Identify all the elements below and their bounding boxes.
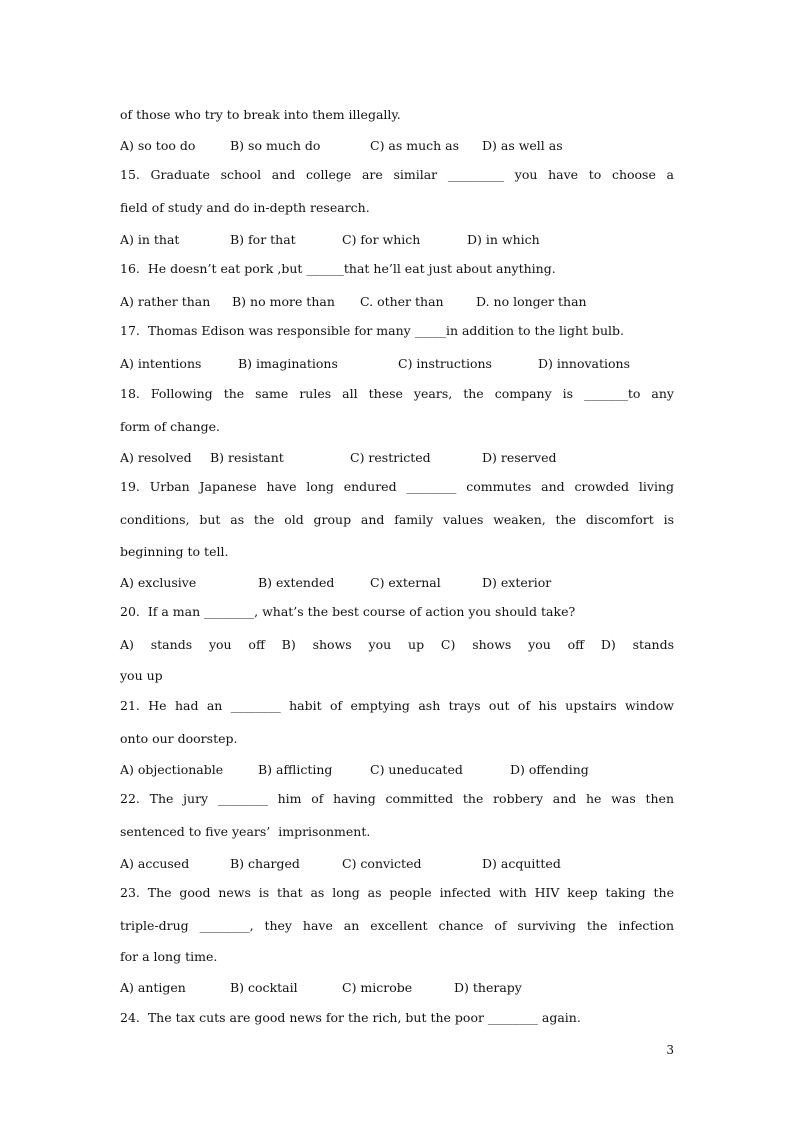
answer-option: B) afflicting — [258, 762, 333, 777]
answer-option: C) instructions — [398, 356, 492, 371]
answer-option: A) rather than — [120, 294, 211, 309]
text-line: for a long time. — [120, 949, 218, 964]
text-line: 17. Thomas Edison was responsible for many _____in addition to the light bulb. — [120, 323, 625, 338]
answer-option: A) accused — [120, 856, 190, 871]
answer-option: C) external — [370, 575, 441, 590]
answer-option: C. other than — [360, 294, 444, 309]
answer-options-line — [120, 293, 674, 311]
text-line: 24. The tax cuts are good news for the rich, but the poor ________ again. — [120, 1010, 581, 1025]
text-line: 19. Urban Japanese have long endured ________ commutes and crowded living — [120, 479, 674, 494]
text-line: conditions, but as the old group and family values weaken, the discomfort is — [120, 512, 674, 527]
text-line: 22. The jury ________ him of having committed the robbery and he was then — [120, 791, 674, 806]
answer-option: B) charged — [230, 856, 300, 871]
answer-options-line — [120, 979, 674, 997]
answer-option: D) exterior — [482, 575, 552, 590]
text-line: of those who try to break into them illegally. — [120, 107, 401, 122]
text-line: 23. The good news is that as long as people infected with HIV keep taking the — [120, 885, 674, 900]
text-line: 20. If a man ________, what’s the best course of action you should take? — [120, 604, 576, 619]
answer-options-line — [120, 137, 674, 155]
answer-option: A) resolved — [120, 450, 192, 465]
answer-option: D) therapy — [454, 980, 522, 995]
text-line: sentenced to five years’ imprisonment. — [120, 824, 371, 839]
answer-option: B) extended — [258, 575, 335, 590]
text-line: field of study and do in-depth research. — [120, 200, 370, 215]
answer-option: B) no more than — [232, 294, 335, 309]
answer-option: C) restricted — [350, 450, 431, 465]
answer-option: B) cocktail — [230, 980, 298, 995]
answer-option: B) so much do — [230, 138, 321, 153]
text-line: beginning to tell. — [120, 544, 229, 559]
answer-option: D) offending — [510, 762, 589, 777]
answer-options-line — [120, 231, 674, 249]
text-line: A) stands you off B) shows you up C) shows you off D) stands — [120, 637, 674, 652]
answer-option: C) uneducated — [370, 762, 463, 777]
answer-option: B) for that — [230, 232, 296, 247]
answer-option: D) as well as — [482, 138, 563, 153]
page-number: 3 — [666, 1043, 674, 1057]
text-line: triple-drug ________, they have an excellent chance of surviving the infection — [120, 918, 674, 933]
answer-option: A) so too do — [120, 138, 196, 153]
answer-option: C) as much as — [370, 138, 460, 153]
answer-options-line — [120, 761, 674, 779]
answer-options-line — [120, 855, 674, 873]
answer-option: C) convicted — [342, 856, 422, 871]
answer-option: B) imaginations — [238, 356, 338, 371]
answer-option: D. no longer than — [476, 294, 587, 309]
answer-option: D) reserved — [482, 450, 557, 465]
text-line: 21. He had an ________ habit of emptying ash trays out of his upstairs window — [120, 698, 674, 713]
text-line: 18. Following the same rules all these years, the company is _______to any — [120, 386, 674, 401]
text-line: form of change. — [120, 419, 221, 434]
text-line: you up — [120, 668, 163, 683]
answer-option: C) microbe — [342, 980, 413, 995]
answer-option: A) antigen — [120, 980, 186, 995]
answer-option: D) in which — [467, 232, 540, 247]
answer-option: D) innovations — [538, 356, 631, 371]
answer-option: D) acquitted — [482, 856, 561, 871]
answer-options-line — [120, 449, 674, 467]
answer-option: B) resistant — [210, 450, 284, 465]
answer-option: A) intentions — [120, 356, 202, 371]
answer-options-line — [120, 574, 674, 592]
answer-option: A) in that — [120, 232, 180, 247]
text-line: 15. Graduate school and college are similar _________ you have to choose a — [120, 167, 674, 182]
text-line: onto our doorstep. — [120, 731, 238, 746]
answer-option: A) exclusive — [120, 575, 197, 590]
answer-option: A) objectionable — [120, 762, 224, 777]
text-line: 16. He doesn’t eat pork ,but ______that he’ll eat just about anything. — [120, 261, 556, 276]
answer-options-line — [120, 355, 674, 373]
answer-option: C) for which — [342, 232, 421, 247]
